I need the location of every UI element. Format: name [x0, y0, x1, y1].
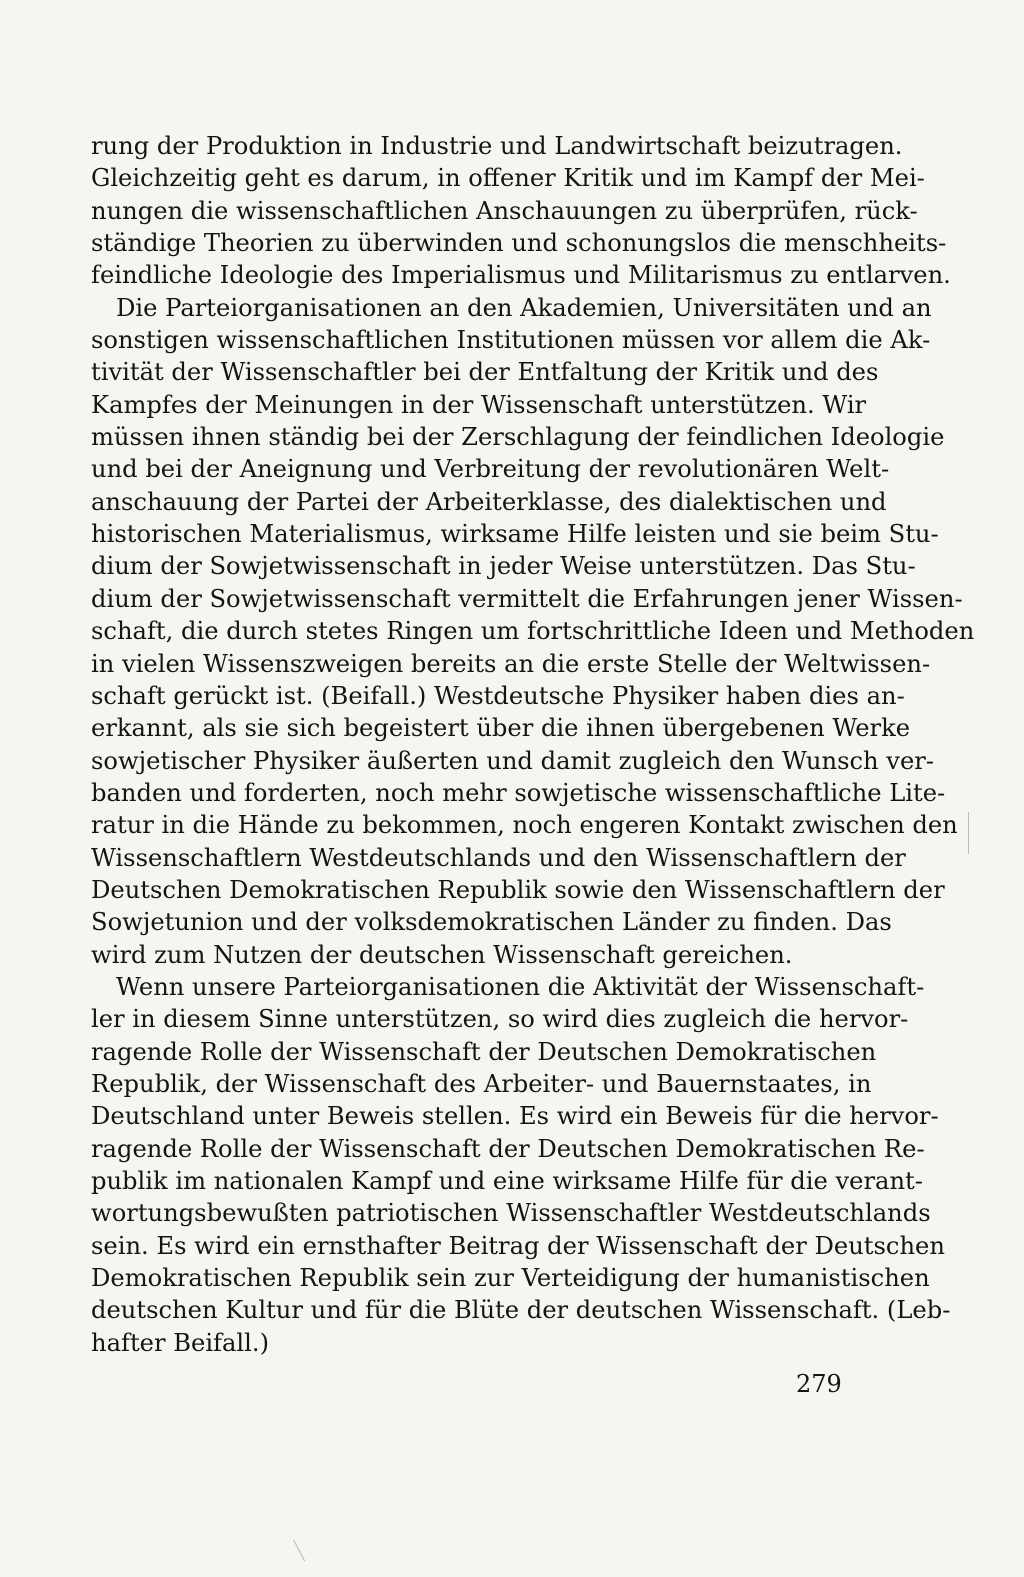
page-number: 279	[796, 1370, 842, 1398]
text-line: müssen ihnen ständig bei der Zerschlagung der feindlichen Ideologie	[91, 423, 945, 452]
text-line: erkannt, als sie sich begeistert über die ihnen übergebenen Werke	[91, 714, 911, 743]
text-line: in vielen Wissenszweigen bereits an die erste Stelle der Weltwissen-	[91, 649, 931, 678]
text-line: anschauung der Partei der Arbeiterklasse, des dialektischen und	[91, 487, 887, 516]
text-line: Kampfes der Meinungen in der Wissenschaft unterstützen. Wir	[91, 390, 867, 419]
text-line: schaft gerückt ist. (Beifall.) Westdeutsche Physiker haben dies an-	[91, 681, 905, 710]
text-line: rung der Produktion in Industrie und Landwirtschaft beizutragen.	[91, 132, 903, 160]
paragraph-1	[91, 130, 951, 292]
paragraph-3	[91, 971, 951, 1359]
text-line: Sowjetunion und der volksdemokratischen Länder zu finden. Das	[91, 908, 892, 937]
text-line: ler in diesem Sinne unterstützen, so wird dies zugleich die hervor-	[91, 1005, 909, 1034]
body-text	[91, 130, 975, 1359]
paragraph-2	[91, 292, 975, 971]
text-line: dium der Sowjetwissenschaft in jeder Weise unterstützen. Das Stu-	[91, 552, 916, 581]
text-line: Die Parteiorganisationen an den Akademien, Universitäten und an	[116, 293, 932, 322]
text-line: Gleichzeitig geht es darum, in offener Kritik und im Kampf der Mei-	[91, 164, 925, 193]
text-line: ständige Theorien zu überwinden und schonungslos die menschheits-	[91, 229, 947, 258]
text-line: ragende Rolle der Wissenschaft der Deutschen Demokratischen Re-	[91, 1134, 925, 1163]
text-line: wird zum Nutzen der deutschen Wissenschaft gereichen.	[91, 940, 793, 969]
text-line: ragende Rolle der Wissenschaft der Deutschen Demokratischen	[91, 1037, 877, 1066]
text-line: deutschen Kultur und für die Blüte der deutschen Wissenschaft. (Leb-	[91, 1296, 951, 1325]
scan-mark	[293, 1540, 305, 1562]
text-line: und bei der Aneignung und Verbreitung der revolutionären Welt-	[91, 455, 890, 484]
text-line: publik im nationalen Kampf und eine wirksame Hilfe für die verant-	[91, 1167, 923, 1195]
text-line: hafter Beifall.)	[91, 1328, 270, 1357]
text-line: sonstigen wissenschaftlichen Institutionen müssen vor allem die Ak-	[91, 326, 931, 355]
text-line: dium der Sowjetwissenschaft vermittelt die Erfahrungen jener Wissen-	[91, 584, 963, 613]
text-line: historischen Materialismus, wirksame Hilfe leisten und sie beim Stu-	[91, 520, 939, 549]
text-line: Deutschland unter Beweis stellen. Es wird ein Beweis für die hervor-	[91, 1102, 939, 1131]
text-line: Deutschen Demokratischen Republik sowie den Wissenschaftlern der	[91, 875, 945, 904]
text-line: Demokratischen Republik sein zur Verteidigung der humanistischen	[91, 1264, 930, 1293]
text-line: sowjetischer Physiker äußerten und damit zugleich den Wunsch ver-	[91, 746, 935, 775]
text-line: Republik, der Wissenschaft des Arbeiter- und Bauernstaates, in	[91, 1069, 872, 1098]
text-line: tivität der Wissenschaftler bei der Entfaltung der Kritik und des	[91, 358, 879, 387]
text-line: Wenn unsere Parteiorganisationen die Aktivität der Wissenschaft-	[116, 972, 925, 1001]
text-line: feindliche Ideologie des Imperialismus und Militarismus zu entlarven.	[91, 261, 951, 290]
text-line: Wissenschaftlern Westdeutschlands und den Wissenschaftlern der	[91, 843, 906, 872]
text-line: nungen die wissenschaftlichen Anschauungen zu überprüfen, rück-	[91, 196, 918, 225]
text-line: sein. Es wird ein ernsthafter Beitrag der Wissenschaft der Deutschen	[91, 1231, 945, 1260]
scan-mark	[968, 812, 969, 854]
text-line: banden und forderten, noch mehr sowjetische wissenschaftliche Lite-	[91, 778, 946, 807]
text-line: schaft, die durch stetes Ringen um fortschrittliche Ideen und Methoden	[91, 617, 975, 646]
text-line: ratur in die Hände zu bekommen, noch engeren Kontakt zwischen den	[91, 811, 958, 840]
text-line: wortungsbewußten patriotischen Wissenschaftler Westdeutschlands	[91, 1199, 931, 1228]
